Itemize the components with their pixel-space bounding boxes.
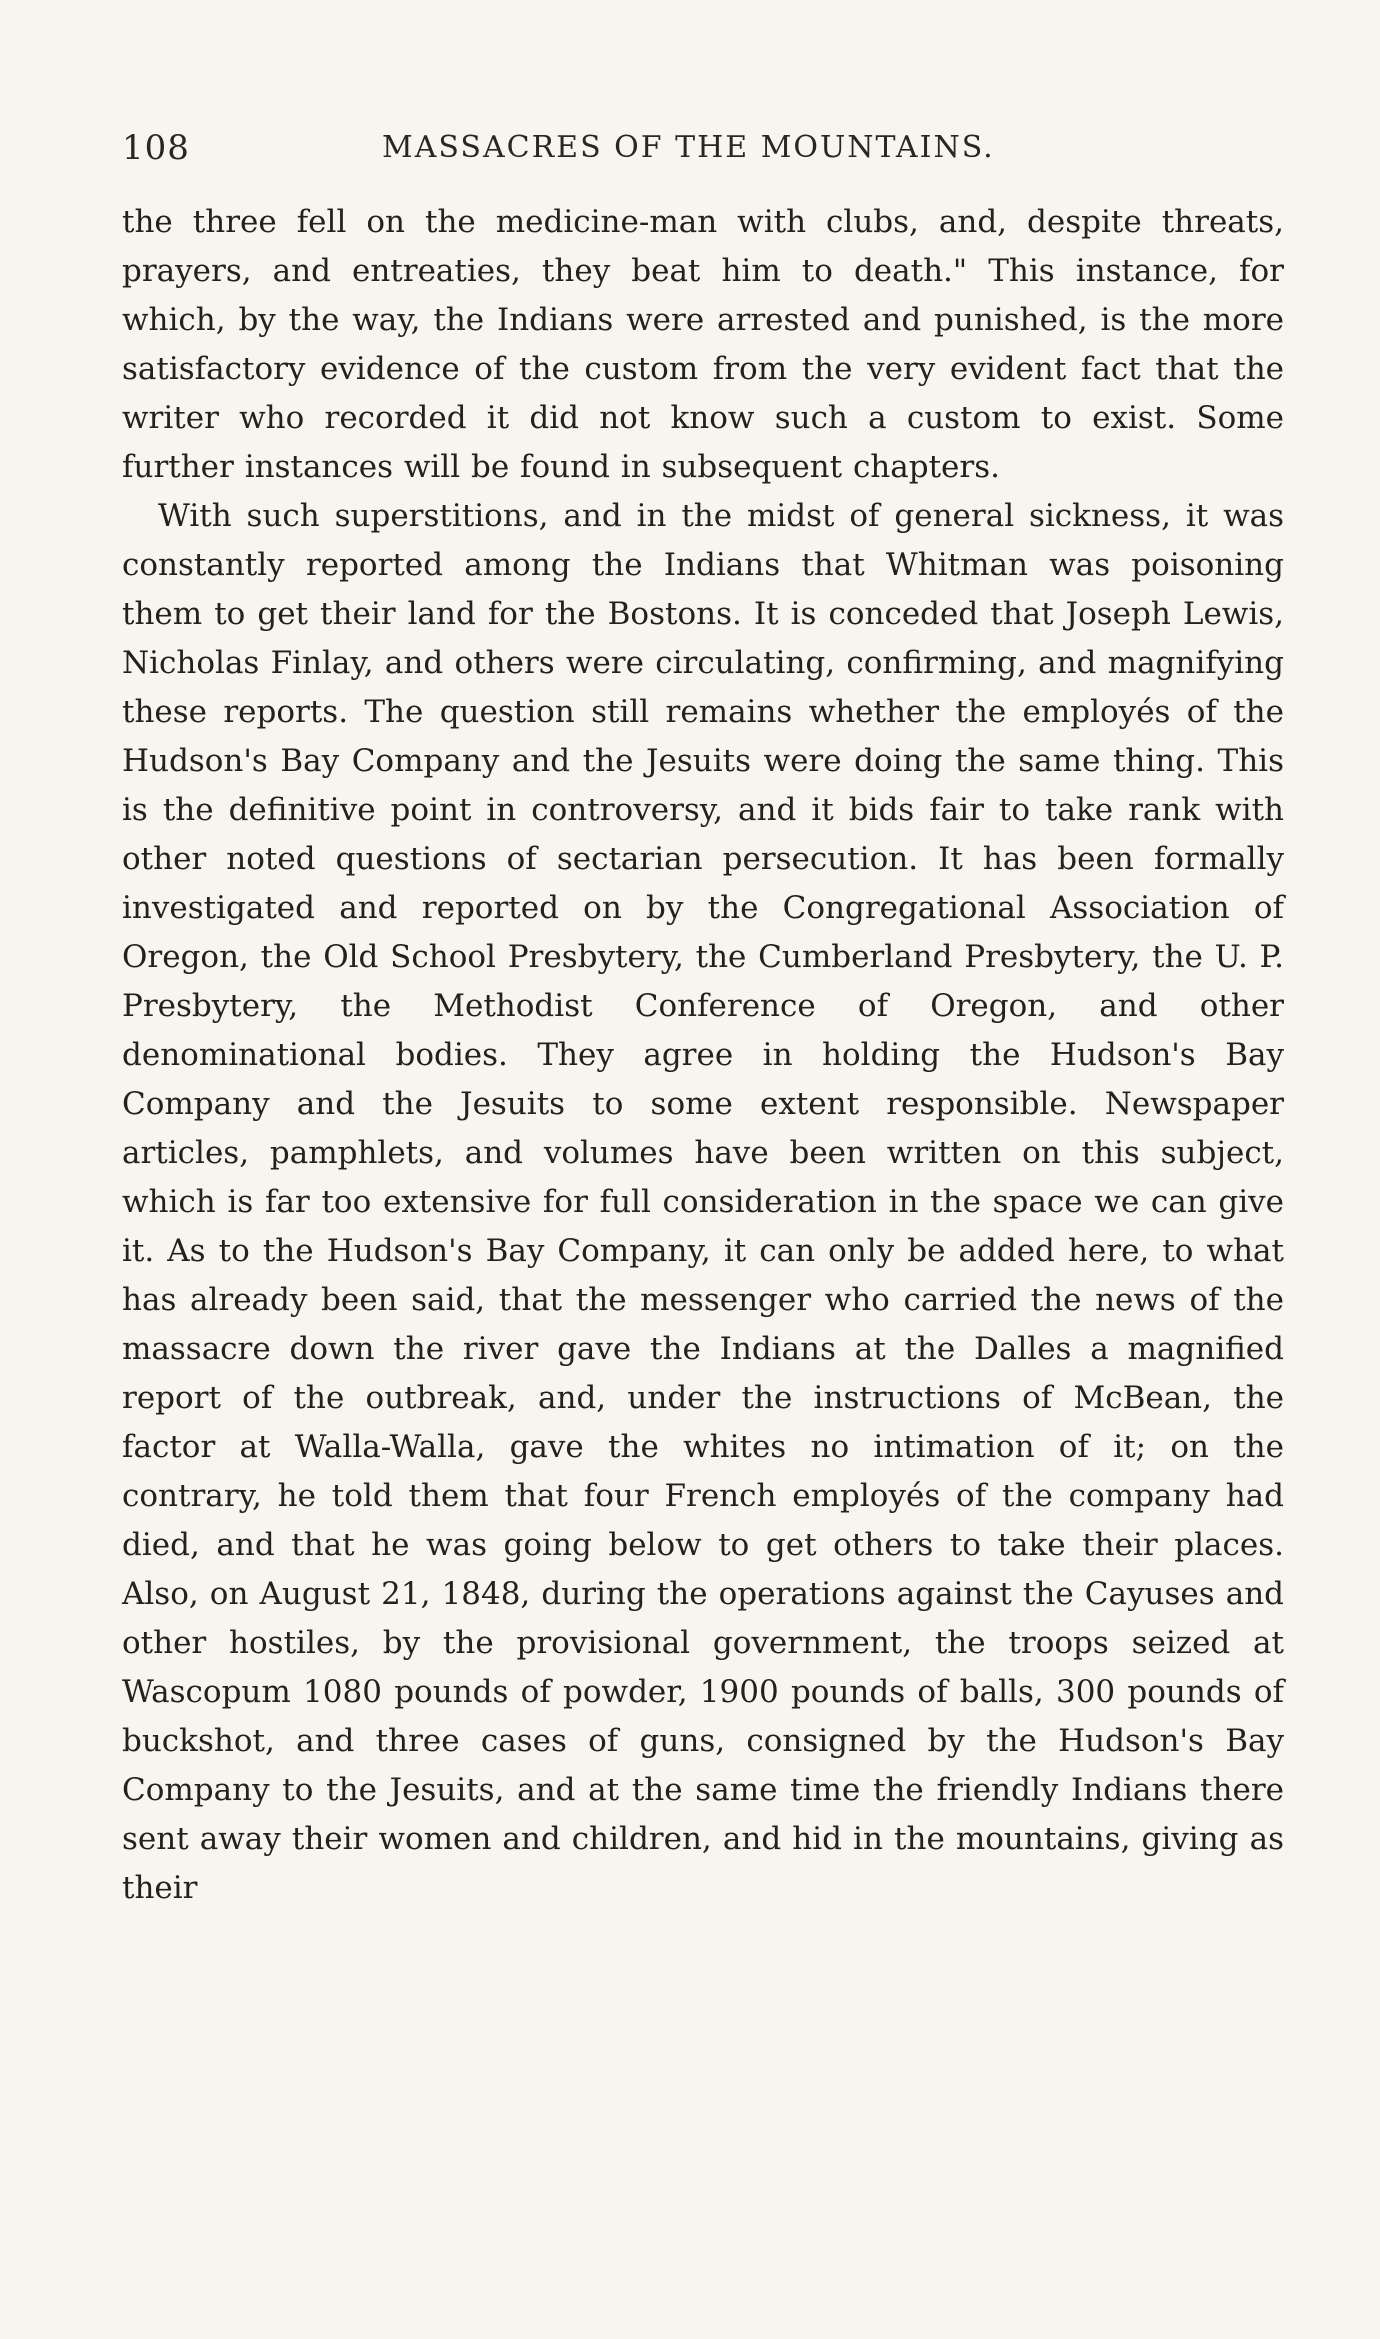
running-head: MASSACRES OF THE MOUNTAINS.	[382, 130, 995, 165]
paragraph-1: the three fell on the medicine-man with clubs, and, despite threats, prayers, and entreaties, they beat him to death." This instance, for which, by the way, the Indians were arrested and punished, is the more satisfactory evidence of the custom from the very evident fact that the writer who recorded it did not know such a custom to exist. Some further instances will be found in subsequent chapters.	[122, 204, 1284, 485]
paragraph-2: With such superstitions, and in the midst of general sickness, it was constantly reported among the Indians that Whitman was poisoning them to get their land for the Bostons. It is conceded that Joseph Lewis, Nicholas Finlay, and others were circulating, confirming, and magnifying these reports. The question still remains whether the employés of the Hudson's Bay Company and the Jesuits were doing the same thing. This is the definitive point in controversy, and it bids fair to take rank with other noted questions of sectarian persecution. It has been formally investigated and reported on by the Congregational Association of Oregon, the Old School Presbytery, the Cumberland Presbytery, the U. P. Presbytery, the Methodist Conference of Oregon, and other denominational bodies. They agree in holding the Hudson's Bay Company and the Jesuits to some extent responsible. Newspaper articles, pamphlets, and volumes have been written on this subject, which is far too extensive for full consideration in the space we can give it. As to the Hudson's Bay Company, it can only be added here, to what has already been said, that the messenger who carried the news of the massacre down the river gave the Indians at the Dalles a magnified report of the outbreak, and, under the instructions of McBean, the factor at Walla-Walla, gave the whites no intimation of it; on the contrary, he told them that four French employés of the company had died, and that he was going below to get others to take their places. Also, on August 21, 1848, during the operations against the Cayuses and other hostiles, by the provisional government, the troops seized at Wascopum 1080 pounds of powder, 1900 pounds of balls, 300 pounds of buckshot, and three cases of guns, consigned by the Hudson's Bay Company to the Jesuits, and at the same time the friendly Indians there sent away their women and children, and hid in the mountains, giving as their	[122, 498, 1284, 1906]
body-text	[122, 198, 1284, 1913]
page-number: 108	[122, 128, 190, 168]
page-header	[122, 128, 1272, 172]
